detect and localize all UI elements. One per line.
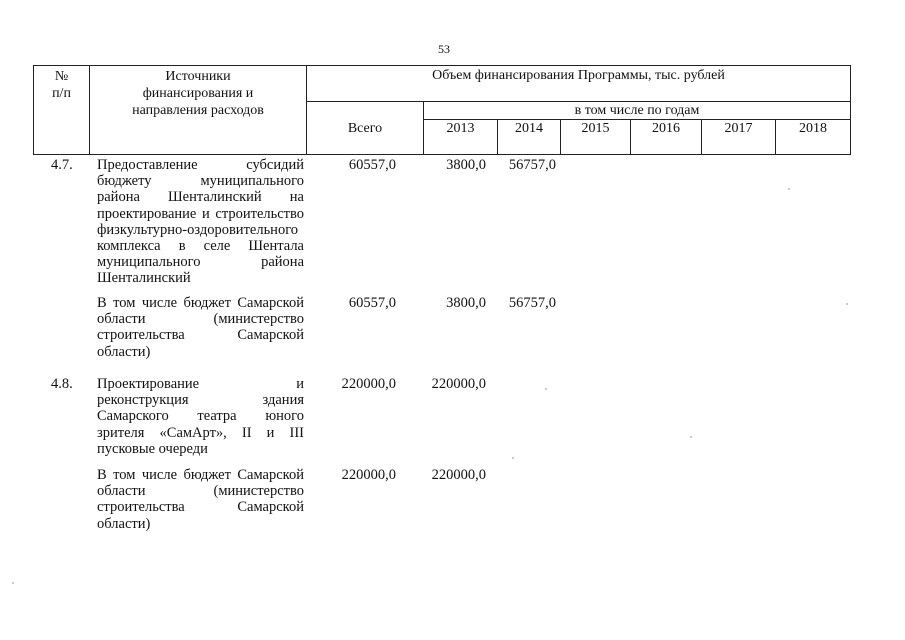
row-4-7-2014: 56757,0 [508, 157, 556, 173]
scan-speck [788, 188, 790, 190]
header-col-no: № п/п [52, 69, 71, 101]
row-4-7-sub-2013: 3800,0 [446, 295, 486, 311]
row-4-7-sub-description: В том числе бюджет Самарской области (министерство строительства Самарской области) [97, 295, 304, 360]
row-4-7-number: 4.7. [51, 157, 73, 173]
row-4-7-2013: 3800,0 [446, 157, 486, 173]
header-col-sources: Источники финансирования и направления расходов [132, 69, 264, 118]
row-4-7-sub-2014: 56757,0 [508, 295, 556, 311]
row-4-8-description: Проектирование и реконструкция здания Самарского театра юного зрителя «СамАрт», II и III пусковые очереди [97, 376, 304, 457]
row-4-8-number: 4.8. [51, 376, 73, 392]
row-4-8-2013: 220000,0 [431, 376, 486, 392]
row-4-7-sub-total: 60557,0 [348, 295, 396, 311]
row-4-7-total: 60557,0 [348, 157, 396, 173]
scan-speck [12, 582, 14, 584]
header-year-2014: 2014 [515, 121, 543, 136]
page-number: 53 [438, 42, 450, 56]
table-right-border [850, 65, 851, 155]
header-year-2018: 2018 [799, 121, 827, 136]
row-4-8-sub-description: В том числе бюджет Самарской области (министерство строительства Самарской области) [97, 467, 304, 532]
header-col-by-years: в том числе по годам [574, 103, 700, 118]
row-4-8-sub-2013: 220000,0 [431, 467, 486, 483]
header-year-2017: 2017 [724, 121, 753, 136]
header-year-2016: 2016 [652, 121, 680, 136]
row-4-8-sub-total: 220000,0 [341, 467, 396, 483]
header-year-2015: 2015 [581, 121, 610, 136]
scan-speck [846, 303, 848, 305]
scan-speck [512, 457, 514, 459]
years-group-top-border [306, 101, 851, 102]
row-4-7-description: Предоставление субсидий бюджету муниципального района Шенталинский на проектирование и строительство физкультурно-оздоровительного комплекса в селе Шентала муниципального района Шенталинский [97, 157, 304, 287]
scan-speck [545, 388, 547, 390]
scan-speck [690, 436, 692, 438]
header-col-volume: Объем финансирования Программы, тыс. рублей [432, 68, 725, 83]
table-header-bottom-border [33, 154, 851, 155]
years-row-top-border [423, 119, 851, 120]
row-4-8-total: 220000,0 [341, 376, 396, 392]
table-top-border [33, 65, 851, 66]
header-year-2013: 2013 [446, 121, 475, 136]
header-col-total: Всего [347, 121, 383, 136]
